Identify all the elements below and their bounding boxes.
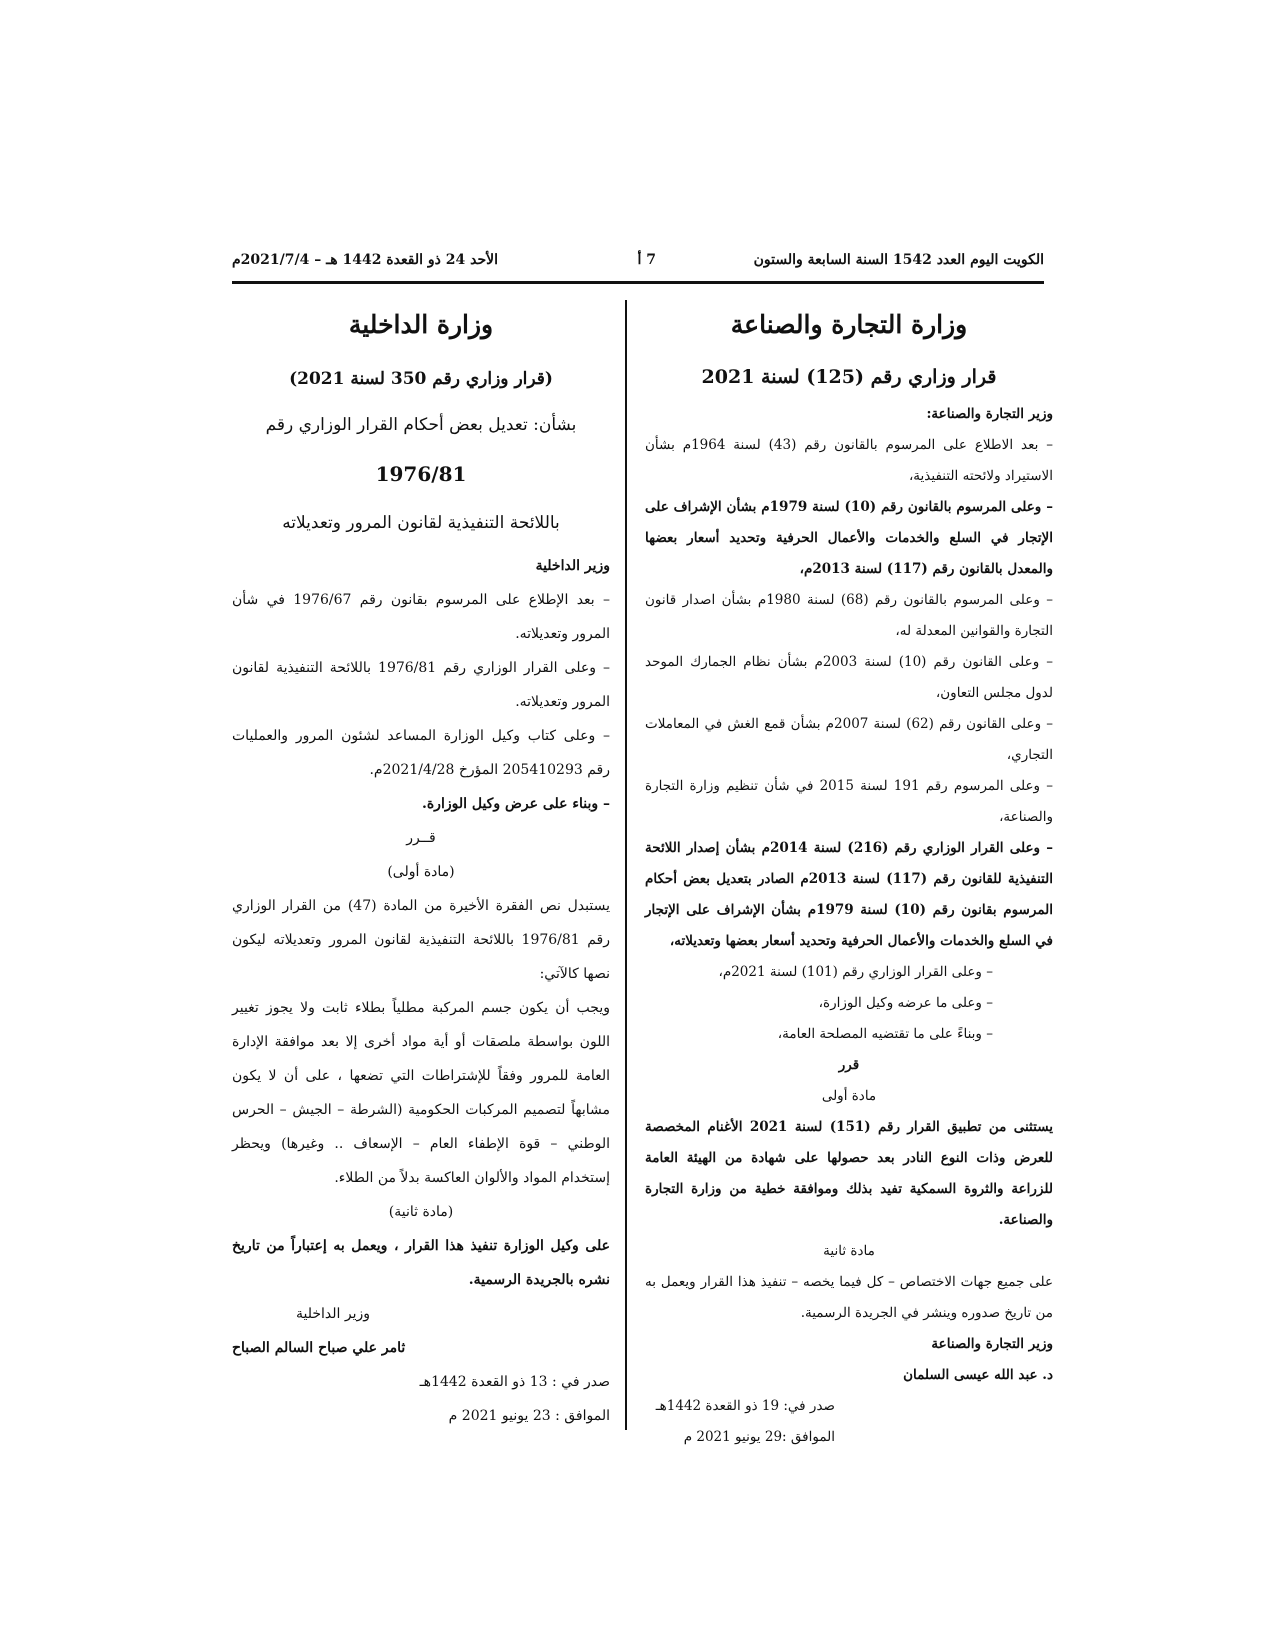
header-page-number: 7 أ [637, 252, 656, 268]
preamble-line: – وعلى القانون رقم (62) لسنة 2007م بشأن قمع الغش في المعاملات التجاري، [645, 716, 1054, 763]
decree-subject-number: 1976/81 [375, 462, 467, 486]
article-title: مادة أولى [821, 1088, 877, 1104]
article-title: (مادة ثانية) [388, 1204, 454, 1220]
preamble-line: – وبناء على عرض وكيل الوزارة. [421, 796, 610, 812]
header-rule [232, 281, 1044, 284]
article-text: يستثنى من تطبيق القرار رقم (151) لسنة 2021 الأغنام المخصصة للعرض وذات النوع النادر بعد حصولها على شهادة من الهيئة العامة للزراعة والثروة السمكية تفيد بذلك وموافقة خطية من وزارة التجارة والصناعة. [645, 1119, 1053, 1228]
decree-subject-2: باللائحة التنفيذية لقانون المرور وتعديلاته [282, 513, 560, 533]
left-column [232, 305, 610, 1433]
article-text: على وكيل الوزارة تنفيذ هذا القرار ، ويعمل به إعتباراً من تاريخ نشره بالجريدة الرسمية. [232, 1238, 610, 1288]
column-divider [625, 300, 627, 1430]
article-text: يستبدل نص الفقرة الأخيرة من المادة (47) من القرار الوزاري رقم 1976/81 باللائحة التنفيذية لقانون المرور وتعديلاته ليكون نصها كالآتي: [232, 898, 610, 982]
article-title: (مادة أولى) [387, 864, 455, 880]
signature-title: وزير التجارة والصناعة [931, 1336, 1053, 1352]
page-header [232, 252, 1044, 278]
preamble-line: – وعلى القرار الوزاري رقم (216) لسنة 2014م بشأن إصدار اللائحة التنفيذية للقانون رقم (117) لسنة 2013م الصادر بتعديل بعض أحكام المرسوم بقانون رقم (10) لسنة 1979م بشأن الإشراف على الإتجار في السلع والخدمات والأعمال الحرفية وتحديد أسعار بعضها وتعديلاته، [645, 840, 1053, 949]
article-text: على جميع جهات الاختصاص – كل فيما يخصه – تنفيذ هذا القرار ويعمل به من تاريخ صدوره وينشر في الجريدة الرسمية. [645, 1274, 1053, 1321]
ministry-title: وزارة الداخلية [348, 310, 494, 339]
corresponding-date: الموافق : 23 يونيو 2021 م [448, 1408, 610, 1424]
preamble-line: – وعلى ما عرضه وكيل الوزارة، [818, 995, 993, 1011]
preamble-line: – بعد الإطلاع على المرسوم بقانون رقم 1976/67 في شأن المرور وتعديلاته. [232, 592, 611, 642]
preamble-line: – وبناءً على ما تقتضيه المصلحة العامة، [777, 1026, 993, 1042]
signature-name: ثامر علي صباح السالم الصباح [232, 1340, 406, 1356]
article-text: ويجب أن يكون جسم المركبة مطلياً بطلاء ثابت ولا يجوز تغيير اللون بواسطة ملصقات أو أية مواد أخرى إلا بعد موافقة الإدارة العامة للمرور وفقاً للإشتراطات التي تضعها ، على أن لا يكون مشابهاً لتصميم المركبات الحكومية (الشرطة – الجيش – الحرس الوطني – قوة الإطفاء العام – الإسعاف .. وغيرها) ويحظر إستخدام المواد والألوان العاكسة بدلاً من الطلاء. [232, 1000, 610, 1186]
preamble-line: وزير الداخلية [535, 558, 610, 574]
preamble-line: وزير التجارة والصناعة: [926, 406, 1053, 422]
decree-title: (قرار وزاري رقم 350 لسنة 2021) [289, 369, 553, 389]
preamble-line: – وعلى المرسوم رقم 191 لسنة 2015 في شأن تنظيم وزارة التجارة والصناعة، [645, 778, 1053, 825]
preamble-line: – وعلى القرار الوزاري رقم 1976/81 باللائحة التنفيذية لقانون المرور وتعديلاته. [232, 660, 610, 710]
issued-date: صدر في: 19 ذو القعدة 1442هـ [655, 1398, 835, 1414]
preamble-line: – وعلى المرسوم بالقانون رقم (68) لسنة 1980م بشأن اصدار قانون التجارة والقوانين المعدلة له، [645, 592, 1053, 639]
ministry-title: وزارة التجارة والصناعة [730, 310, 968, 339]
decided-heading: قــرر [406, 830, 436, 846]
preamble-line: – وعلى المرسوم بالقانون رقم (10) لسنة 1979م بشأن الإشراف على الإتجار في السلع والخدمات والأعمال الحرفية وتحديد أسعار بعضها والمعدل بالقانون رقم (117) لسنة 2013م، [645, 499, 1053, 577]
signature-name: د. عبد الله عيسى السلمان [903, 1367, 1053, 1383]
header-date: الأحد 24 ذو القعدة 1442 هـ – 2021/7/4م [232, 252, 498, 268]
preamble-line: – وعلى القرار الوزاري رقم (101) لسنة 2021م، [718, 964, 993, 980]
header-issue: الكويت اليوم العدد 1542 السنة السابعة والستون [753, 252, 1044, 268]
preamble-line: – بعد الاطلاع على المرسوم بالقانون رقم (43) لسنة 1964م بشأن الاستيراد ولائحته التنفيذية، [645, 437, 1053, 484]
right-column [645, 305, 1053, 1453]
preamble-line: – وعلى القانون رقم (10) لسنة 2003م بشأن نظام الجمارك الموحد لدول مجلس التعاون، [645, 654, 1054, 701]
preamble-line: – وعلى كتاب وكيل الوزارة المساعد لشئون المرور والعمليات رقم 205410293 المؤرخ 2021/4/28م. [232, 728, 610, 778]
signature-title: وزير الداخلية [295, 1306, 370, 1322]
decree-title: قرار وزاري رقم (125) لسنة 2021 [701, 366, 997, 388]
article-title: مادة ثانية [823, 1243, 875, 1259]
issued-date: صدر في : 13 ذو القعدة 1442هـ [419, 1374, 610, 1390]
decided-heading: قرر [838, 1057, 860, 1073]
decree-subject: بشأن: تعديل بعض أحكام القرار الوزاري رقم [265, 415, 577, 435]
corresponding-date: الموافق :29 يونيو 2021 م [683, 1429, 835, 1445]
